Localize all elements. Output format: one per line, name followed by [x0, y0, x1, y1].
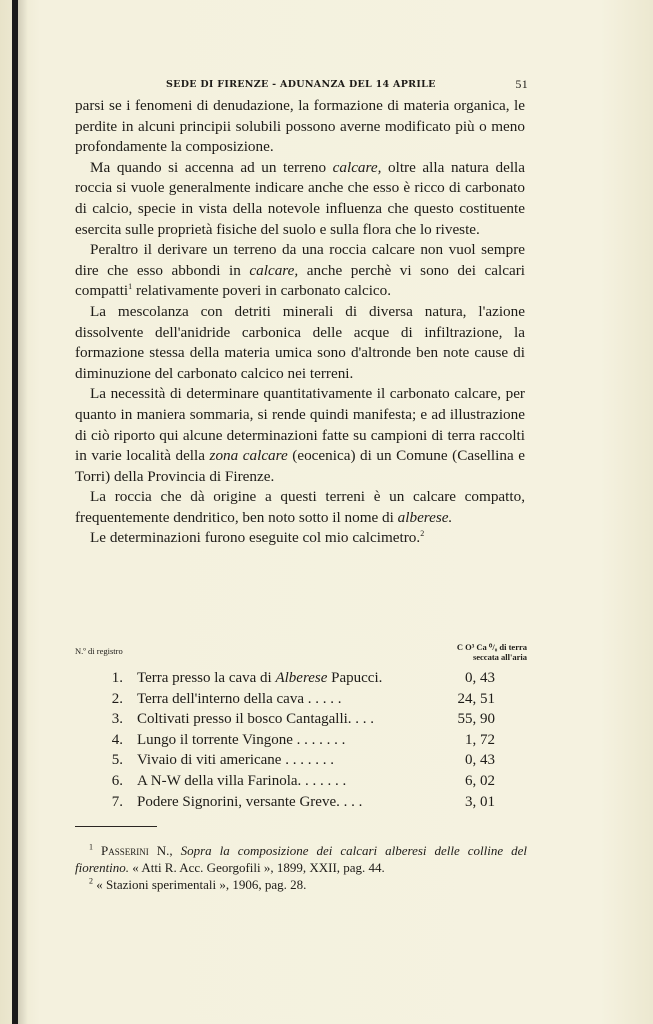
table-row: 7. Podere Signorini, versante Greve. . . . 3, 01	[111, 793, 495, 810]
footnote-ref-1: 1	[128, 282, 133, 292]
table-row: 5. Vivaio di viti americane . . . . . . . 0, 43	[111, 752, 495, 769]
body-text	[75, 96, 525, 549]
paragraph-2: Ma quando si accenna ad un terreno calcare, oltre alla natura della roccia si vuole generalmente indicare anche che esso è ricco di carbonato di calcio, specie in vista della notevole influenza che questo costituente esercita sulle proprietà fisiche del suolo e sulla flora che lo riveste.	[75, 158, 525, 238]
table-col-carbonato: C O³ Ca ⁰/₀ di terra seccata all'aria	[456, 642, 527, 662]
table-row: 3. Coltivati presso il bosco Cantagalli. . . . 55, 90	[111, 711, 495, 728]
table-col-registro: N.º di registro	[75, 646, 123, 656]
footnote-divider	[75, 826, 157, 827]
paragraph-4: La mescolanza con detriti minerali di diversa natura, l'azione dissolvente dell'anidride carbonica delle acque di infiltrazione, la formazione stessa della materia umica sono d'altronde ben note cause di diminuzione del carbonato calcico nei terreni.	[75, 302, 525, 382]
paragraph-7: Le determinazioni furono eseguite col mio calcimetro.$^2$	[90, 529, 425, 547]
running-title: SEDE DI FIRENZE - ADUNANZA DEL 14 APRILE	[166, 79, 436, 90]
paragraph-1: parsi se i fenomeni di denudazione, la formazione di materia organica, le perdite in alcuni principii solubili possono averne modificato più o meno profondamente la composizione.	[75, 97, 525, 156]
paragraph-3: Peraltro il derivare un terreno da una roccia calcare non vuol sempre dire che esso abbondi in calcare, anche perchè vi sono dei calcari compatti$^1$ relativamente poveri in carbonato calcico.	[75, 241, 525, 300]
paragraph-6: La roccia che dà origine a questi terreni è un calcare compatto, frequentemente dendritico, ben noto sotto il nome di alberese.	[75, 488, 525, 526]
table-body	[95, 668, 495, 812]
table-row: 4. Lungo il torrente Vingone . . . . . . . 1, 72	[111, 731, 495, 748]
footnote-ref-2: 2	[420, 529, 425, 539]
spine-shadow	[18, 0, 28, 1024]
table-row: 2. Terra dell'interno della cava . . . . . 24, 51	[111, 690, 495, 707]
page-header	[88, 78, 528, 94]
paragraph-5: La necessità di determinare quantitativamente il carbonato calcare, per quanto in maniera sommaria, si rende quindi manifesta; e ad illustrazione di ciò riporto qui alcune determinazioni fatte su campioni di terra raccolti in varie località della zona calcare (eocenica) di un Comune (Casellina e Torri) della Provincia di Firenze.	[75, 385, 525, 485]
table-row: 6. A N-W della villa Farinola. . . . . . . 6, 02	[111, 772, 495, 789]
table-header	[75, 640, 527, 670]
table-row: 1. Terra presso la cava di Alberese Papucci. 0, 43	[111, 670, 495, 686]
footnotes	[75, 842, 527, 893]
footnote-2: $^2$ « Stazioni sperimentali », 1906, pag. 28.	[89, 876, 307, 892]
footnote-1: $^1$ Passerini N., Sopra la composizione dei calcari alberesi delle colline del fiorentino. « Atti R. Acc. Georgofili », 1899, XXII, pag. 44.	[75, 842, 527, 875]
page-number: 51	[515, 77, 528, 91]
